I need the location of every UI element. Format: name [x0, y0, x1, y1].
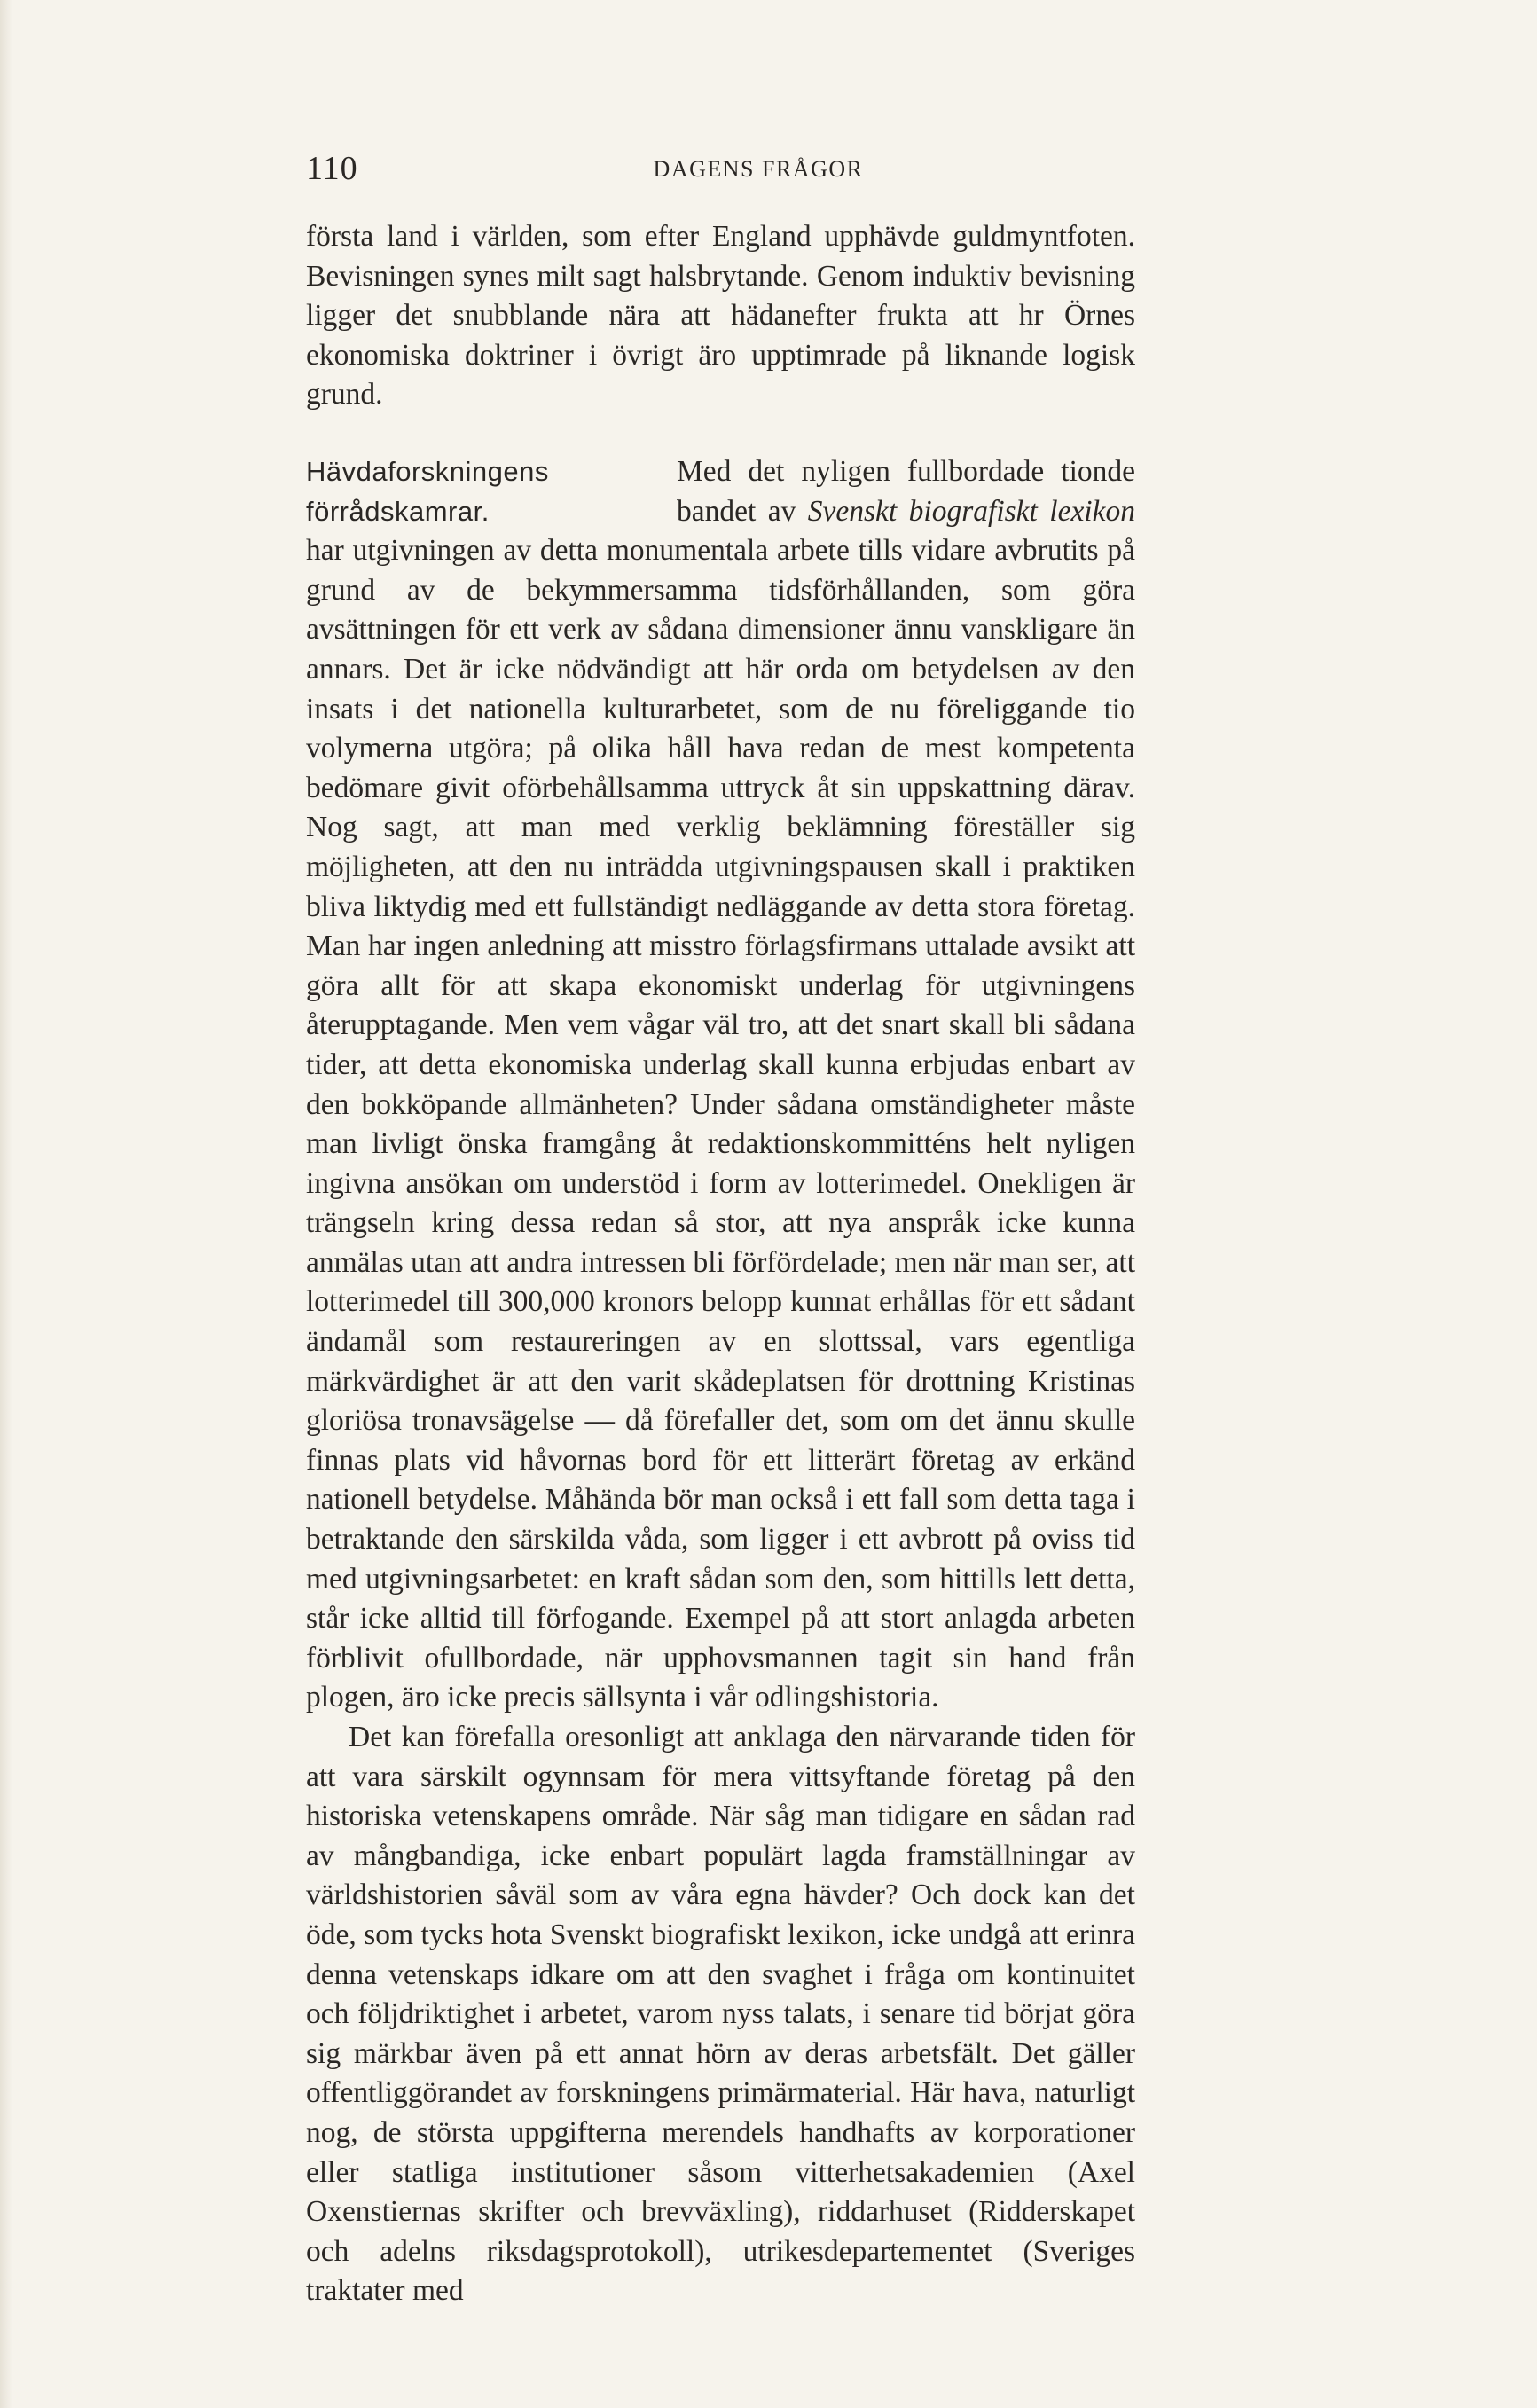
book-title: Svenskt biografiskt lexikon	[807, 494, 1135, 528]
section-heading-line-2: förrådskamrar.	[306, 495, 490, 527]
section-havdaforskningens	[306, 452, 1135, 2311]
paragraph-1-start: Med det nyligen fullbordade tionde bandet av	[677, 455, 1135, 528]
running-header	[306, 149, 1140, 193]
page-number: 110	[306, 150, 358, 187]
page-edge-shadow	[0, 0, 12, 2408]
section-paragraph-1	[306, 452, 1135, 1718]
running-title: DAGENS FRÅGOR	[653, 156, 864, 182]
section-paragraph-2: Det kan förefalla oresonligt att anklaga den närvarande tiden för att vara särskilt ogynnsam för mera vittsyftande företag på den historiska vetenskapens område. När såg man tidigare en sådan rad av mångbandiga, icke enbart populärt lagda framställningar av världshistorien såväl som av våra egna hävder? Och dock kan det öde, som tycks hota Svenskt biografiskt lexikon, icke undgå att erinra denna vetenskaps idkare om att den svaghet i fråga om kontinuitet och följdriktighet i arbetet, varom nyss talats, i senare tid börjat göra sig märkbar även på ett annat hörn av deras arbetsfält. Det gäller offentliggörandet av forskningens primärmaterial. Här hava, naturligt nog, de största uppgifterna merendels handhafts av korporationer eller statliga institutioner såsom vitterhetsakademien (Axel Oxenstiernas skrifter och brevväxling), riddarhuset (Ridderskapet och adelns riksdagsprotokoll), utrikesdepartementet (Sveriges traktater med	[306, 1721, 1135, 2308]
section-heading	[306, 452, 661, 531]
paragraph-1-rest: har utgivningen av detta monumentala arbete tills vidare avbrutits på grund av de bekymmersamma tidsförhållanden, som göra avsättningen för ett verk av sådana dimensioner ännu vanskligare än annars. Det är icke nödvändigt att här orda om betydelsen av den insats i det nationella kulturarbetet, som de nu föreliggande tio volymerna utgöra; på olika håll hava redan de mest kompetenta bedömare givit oförbehållsamma uttryck åt sin uppskattning därav. Nog sagt, att man med verklig beklämning föreställer sig möjligheten, att den nu inträdda utgivningspausen skall i praktiken bliva liktydig med ett fullständigt nedläggande av detta stora företag. Man har ingen anledning att misstro förlagsfirmans uttalade avsikt att göra allt för att skapa ekonomiskt underlag för utgivningens återupptagande. Men vem vågar väl tro, att det snart skall bli sådana tider, att detta ekonomiska underlag skall kunna erbjudas enbart av den bokköpande allmänheten? Under sådana omständigheter måste man livligt önska framgång åt redaktionskommitténs helt nyligen ingivna ansökan om understöd i form av lotterimedel. Onekligen är trängseln kring dessa redan så stor, att nya anspråk icke kunna anmälas utan att andra intressen bli förfördelade; men när man ser, att lotterimedel till 300,000 kronors belopp kunnat erhållas för ett sådant ändamål som restaureringen av en slottssal, vars egentliga märkvärdighet är att den varit skådeplatsen för drottning Kristinas gloriösa tronavsägelse — då förefaller det, som om det ännu skulle finnas plats vid håvornas bord för ett litterärt företag av erkänd nationell betydelse. Måhända bör man också i ett fall som detta taga i betraktande den särskilda våda, som ligger i ett avbrott på oviss tid med utgivningsarbetet: en kraft sådan som den, som hittills lett detta, står icke alltid till förfogande. Exempel på att stort anlagda arbeten förblivit ofullbordade, när upphovsmannen tagit sin hand från plogen, äro icke precis sällsynta i vår odlingshistoria.	[306, 534, 1135, 1714]
paragraph-continuation: första land i världen, som efter England upphävde guldmyntfoten. Bevisningen synes milt sagt halsbrytande. Genom induktiv bevisning ligger det snubblande nära att hädanefter frukta att hr Örnes ekonomiska doktriner i övrigt äro upptimrade på liknande logisk grund.	[306, 220, 1135, 411]
section-heading-line-1: Hävdaforskningens	[306, 456, 549, 487]
